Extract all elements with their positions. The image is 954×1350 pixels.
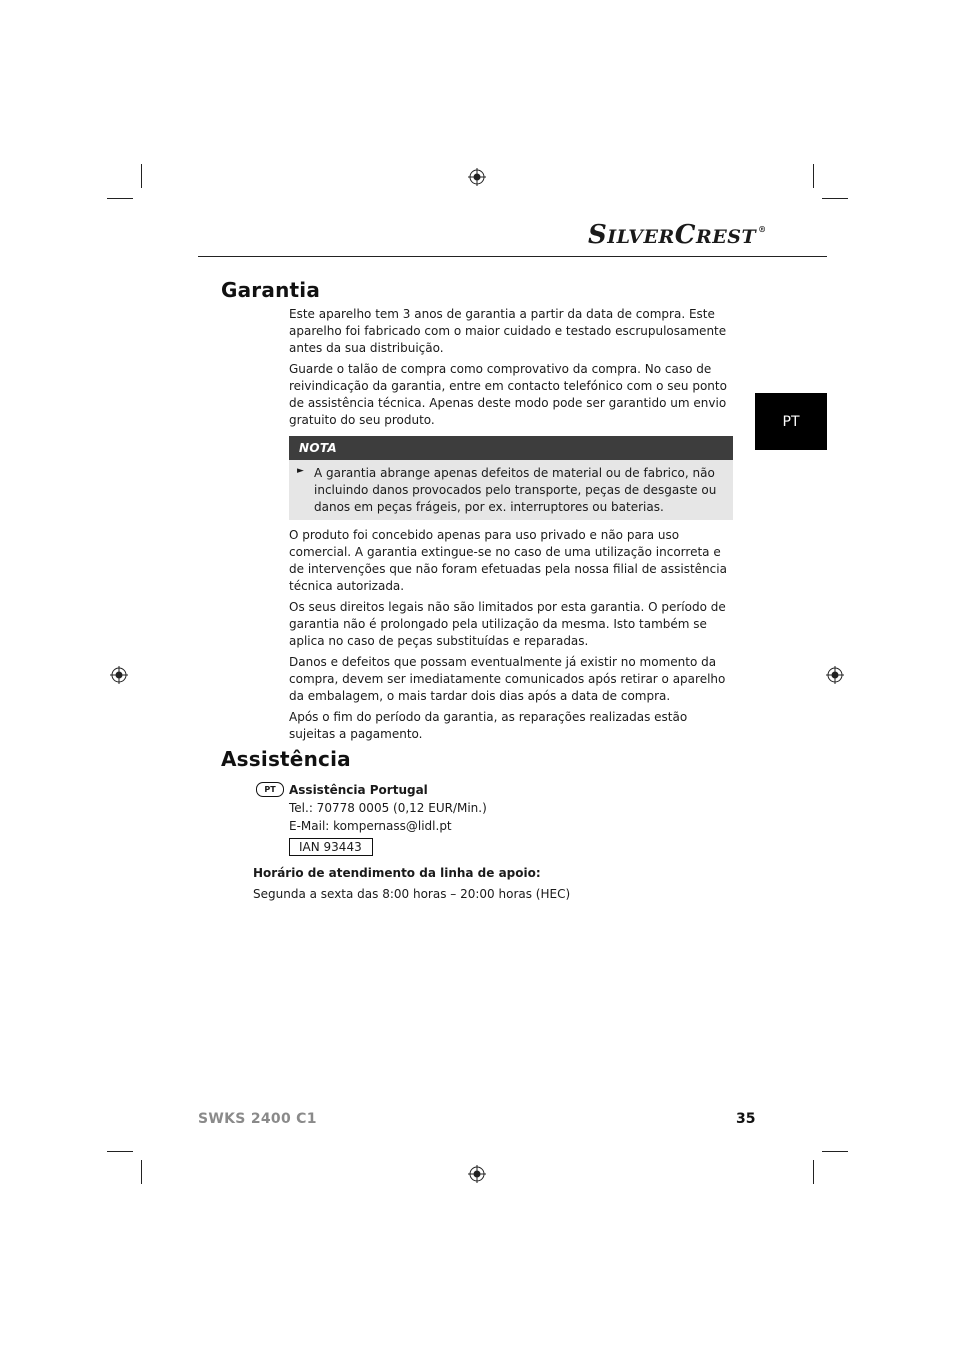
- crop-mark: [813, 1160, 814, 1184]
- crop-mark: [822, 1151, 848, 1152]
- hours-value: Segunda a sexta das 8:00 horas – 20:00 horas (HEC): [253, 887, 571, 901]
- paragraph: O produto foi concebido apenas para uso privado e não para uso comercial. A garantia extingue-se no caso de uma utilização incorreta e de intervenções que não foram efetuadas pela nossa filial de assistência técnica autorizada.: [289, 528, 727, 593]
- warranty-intro: [289, 306, 733, 433]
- service-title: Assistência Portugal: [289, 783, 428, 797]
- silvercrest-logo: SILVERCREST ®: [588, 220, 767, 250]
- language-tab: PT: [755, 393, 827, 450]
- paragraph: Após o fim do período da garantia, as reparações realizadas estão sujeitas a pagamento.: [289, 710, 688, 741]
- paragraph: Danos e defeitos que possam eventualmente já existir no momento da compra, devem ser imediatamente comunicados após retirar o aparelho da embalagem, o mais tardar dois dias após a data de compra.: [289, 655, 726, 703]
- paragraph: Guarde o talão de compra como comprovativo da compra. No caso de reivindicação da garantia, entre em contacto telefónico com o seu ponto de assistência técnica. Apenas deste modo pode ser garantido um envio gratuito do seu produto.: [289, 362, 727, 427]
- country-badge: PT: [256, 782, 284, 797]
- service-contact: [289, 781, 487, 856]
- service-email: E-Mail: kompernass@lidl.pt: [289, 819, 452, 833]
- footer-model: SWKS 2400 C1: [198, 1111, 317, 1127]
- bullet-arrow-icon: ►: [297, 466, 304, 476]
- page-number: 35: [736, 1111, 756, 1127]
- registration-mark-icon: [468, 168, 486, 186]
- paragraph: Os seus direitos legais não são limitados por esta garantia. O período de garantia não é prolongado pela utilização da mesma. Isto também se aplica no caso de peças substituídas e reparadas.: [289, 600, 726, 648]
- crop-mark: [107, 198, 133, 199]
- crop-mark: [822, 198, 848, 199]
- service-heading: Assistência: [221, 747, 351, 771]
- registration-mark-icon: [826, 666, 844, 684]
- crop-mark: [813, 164, 814, 188]
- header-rule: [198, 256, 827, 257]
- hours-title: Horário de atendimento da linha de apoio:: [253, 866, 541, 880]
- warranty-details: [289, 527, 733, 747]
- paragraph: Este aparelho tem 3 anos de garantia a partir da data de compra. Este aparelho foi fabricado com o maior cuidado e testado escrupulosamente antes da sua distribuição.: [289, 307, 727, 355]
- note-text: A garantia abrange apenas defeitos de material ou de fabrico, não incluindo danos provocados pelo transporte, peças de desgaste ou danos em peças frágeis, por ex. interruptores ou baterias.: [314, 466, 717, 514]
- crop-mark: [141, 164, 142, 188]
- note-body: [289, 460, 733, 520]
- crop-mark: [107, 1151, 133, 1152]
- warranty-heading: Garantia: [221, 278, 321, 302]
- registration-mark-icon: [468, 1165, 486, 1183]
- service-phone: Tel.: 70778 0005 (0,12 EUR/Min.): [289, 801, 487, 815]
- crop-mark: [141, 1160, 142, 1184]
- ian-box: IAN 93443: [289, 838, 373, 856]
- note-box: [289, 436, 733, 520]
- registration-mark-icon: [110, 666, 128, 684]
- note-label: NOTA: [289, 436, 733, 460]
